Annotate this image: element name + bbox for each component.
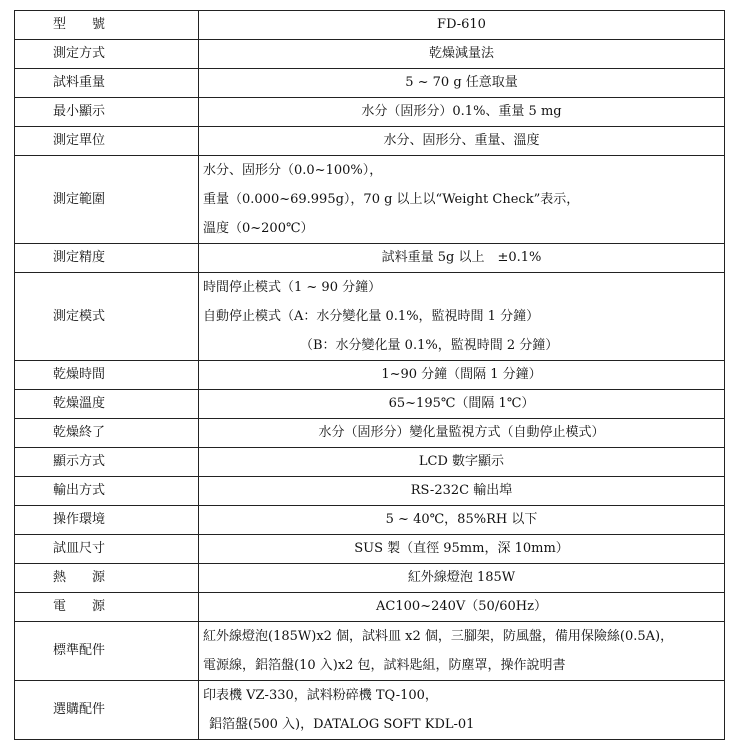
row-measurement-range <box>15 156 725 244</box>
label-optional-accessories: 選購配件 <box>15 681 199 740</box>
value-drying-time: 1~90 分鐘（間隔 1 分鐘） <box>199 361 725 390</box>
label-accuracy: 測定精度 <box>15 244 199 273</box>
mode-line-auto-a: 自動停止模式（A：水分變化量 0.1%，監視時間 1 分鐘） <box>203 309 540 324</box>
row-measurement-method <box>15 40 725 69</box>
row-min-display <box>15 98 725 127</box>
row-sample-dish-size <box>15 535 725 564</box>
value-display-method: LCD 數字顯示 <box>199 448 725 477</box>
row-heat-source <box>15 564 725 593</box>
label-power-supply: 電 源 <box>15 593 199 622</box>
value-measurement-range <box>199 156 725 244</box>
value-drying-end: 水分（固形分）變化量監視方式（自動停止模式） <box>199 419 725 448</box>
label-standard-accessories: 標準配件 <box>15 622 199 681</box>
value-standard-accessories <box>199 622 725 681</box>
row-standard-accessories <box>15 622 725 681</box>
value-operating-environment: 5 ~ 40℃，85%RH 以下 <box>199 506 725 535</box>
label-display-method: 顯示方式 <box>15 448 199 477</box>
spec-table <box>14 10 725 740</box>
value-sample-weight: 5 ~ 70 g 任意取量 <box>199 69 725 98</box>
accessories-line-1: 紅外線燈泡(185W)x2 個，試料皿 x2 個，三腳架，防風盤，備用保險絲(0.5A)， <box>203 629 674 644</box>
value-output-method: RS-232C 輸出埠 <box>199 477 725 506</box>
label-drying-time: 乾燥時間 <box>15 361 199 390</box>
label-drying-end: 乾燥終了 <box>15 419 199 448</box>
value-heat-source: 紅外線燈泡 185W <box>199 564 725 593</box>
row-power-supply <box>15 593 725 622</box>
label-drying-temperature: 乾燥溫度 <box>15 390 199 419</box>
value-measurement-units: 水分、固形分、重量、溫度 <box>199 127 725 156</box>
value-power-supply: AC100~240V（50/60Hz） <box>199 593 725 622</box>
range-line-temperature: 溫度（0~200℃） <box>203 221 314 236</box>
label-measurement-range: 測定範圍 <box>15 156 199 244</box>
row-display-method <box>15 448 725 477</box>
label-min-display: 最小顯示 <box>15 98 199 127</box>
mode-line-timed: 時間停止模式（1 ~ 90 分鐘） <box>203 280 382 295</box>
mode-line-auto-b: （B：水分變化量 0.1%，監視時間 2 分鐘） <box>300 338 559 353</box>
label-measurement-method: 測定方式 <box>15 40 199 69</box>
range-line-moisture: 水分、固形分（0.0~100%）， <box>203 163 383 178</box>
row-operating-environment <box>15 506 725 535</box>
value-drying-temperature: 65~195℃（間隔 1℃） <box>199 390 725 419</box>
label-sample-dish-size: 試皿尺寸 <box>15 535 199 564</box>
value-model: FD-610 <box>199 11 725 40</box>
range-line-weight: 重量（0.000~69.995g），70 g 以上以“Weight Check”表示， <box>203 192 580 207</box>
label-sample-weight: 試料重量 <box>15 69 199 98</box>
row-drying-temperature <box>15 390 725 419</box>
label-operating-environment: 操作環境 <box>15 506 199 535</box>
value-measurement-mode <box>199 273 725 361</box>
optional-line-2: 鋁箔盤(500 入)，DATALOG SOFT KDL-01 <box>209 717 475 732</box>
value-sample-dish-size: SUS 製（直徑 95mm，深 10mm） <box>199 535 725 564</box>
row-drying-end <box>15 419 725 448</box>
row-sample-weight <box>15 69 725 98</box>
row-drying-time <box>15 361 725 390</box>
accessories-line-2: 電源線，鋁箔盤(10 入)x2 包，試料匙組，防塵罩，操作說明書 <box>203 658 566 673</box>
label-measurement-units: 測定單位 <box>15 127 199 156</box>
row-optional-accessories <box>15 681 725 740</box>
row-accuracy <box>15 244 725 273</box>
row-model <box>15 11 725 40</box>
value-accuracy: 試料重量 5g 以上 ±0.1% <box>199 244 725 273</box>
label-measurement-mode: 測定模式 <box>15 273 199 361</box>
label-heat-source: 熱 源 <box>15 564 199 593</box>
value-min-display: 水分（固形分）0.1%、重量 5 mg <box>199 98 725 127</box>
optional-line-1: 印表機 VZ-330，試料粉碎機 TQ-100， <box>203 688 438 703</box>
value-optional-accessories <box>199 681 725 740</box>
row-measurement-units <box>15 127 725 156</box>
label-model: 型 號 <box>15 11 199 40</box>
row-measurement-mode <box>15 273 725 361</box>
value-measurement-method: 乾燥減量法 <box>199 40 725 69</box>
label-output-method: 輸出方式 <box>15 477 199 506</box>
row-output-method <box>15 477 725 506</box>
